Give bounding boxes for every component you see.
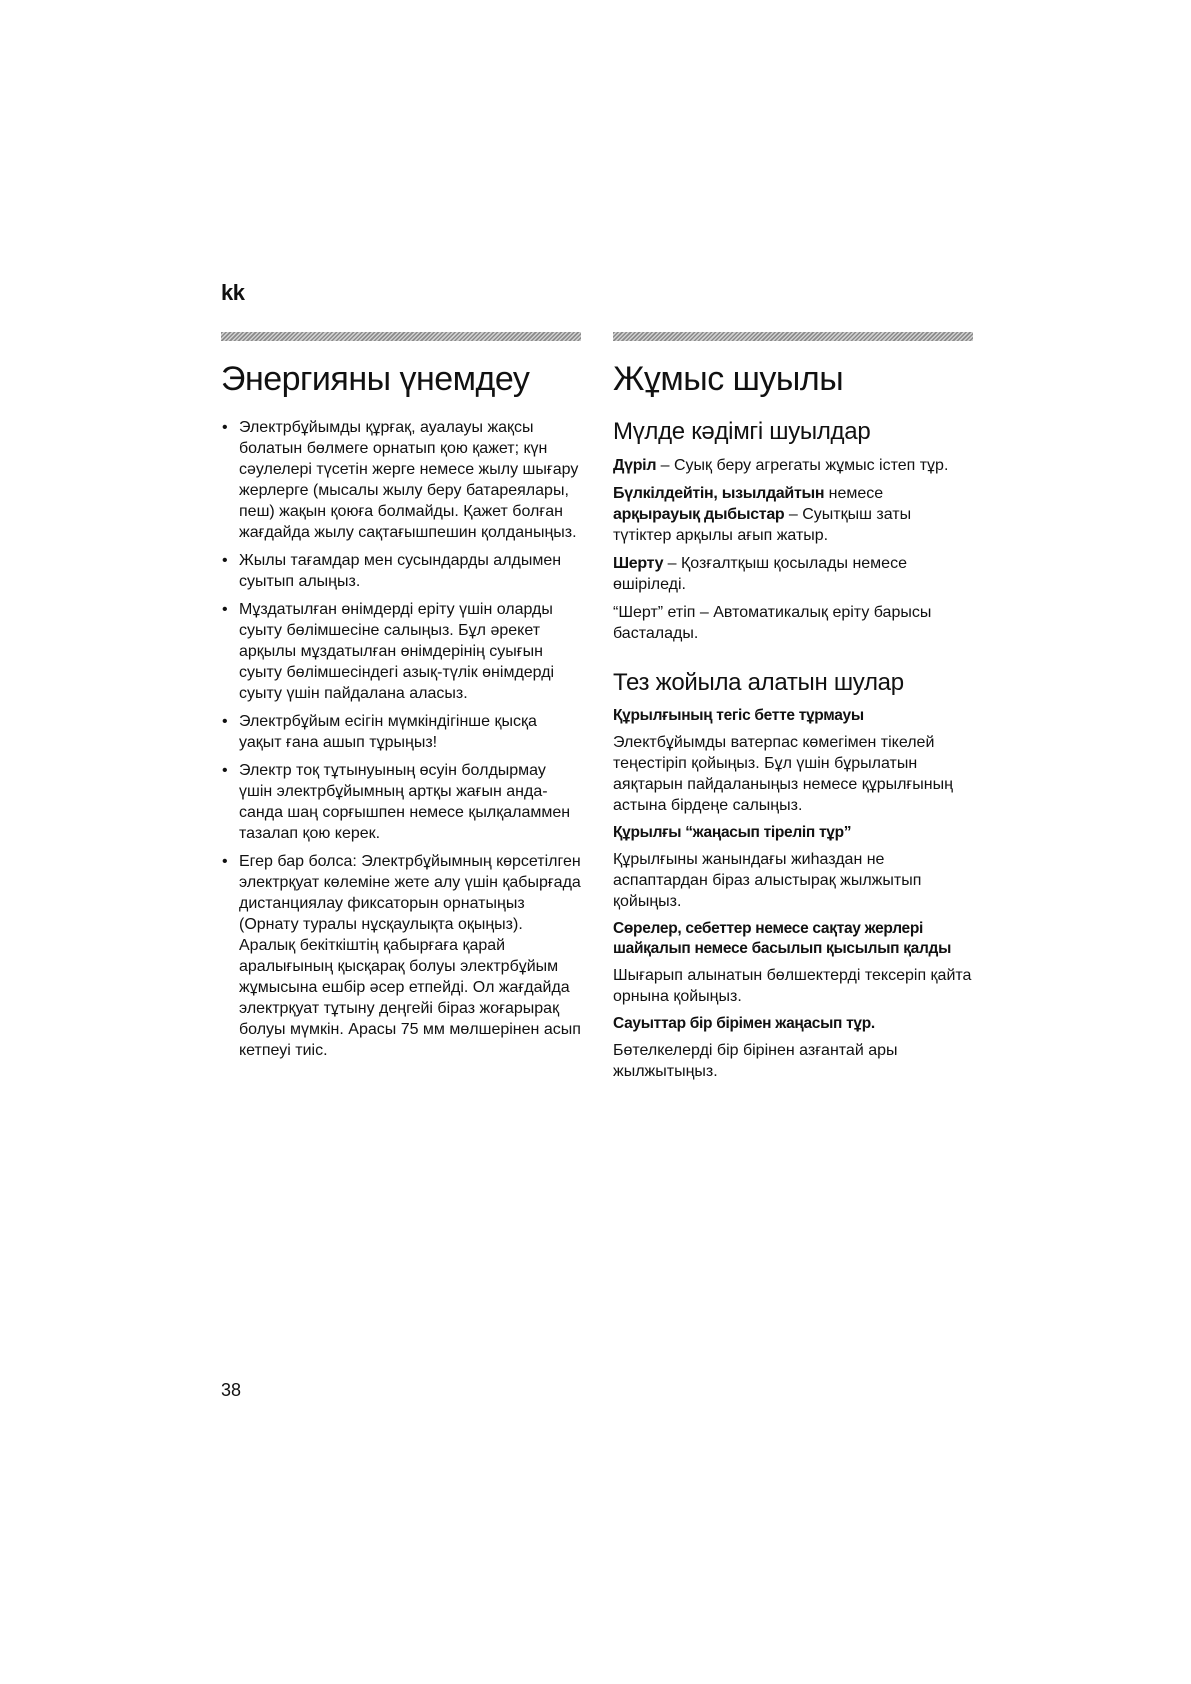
noise-term: арқырауық дыбыстар [613,506,785,523]
noise-paragraph: “Шерт” етіп – Автоматикалық еріту барысы басталады. [613,604,932,642]
issue-subheading: Сөрелер, себеттер немесе сақтау жерлері шайқалып немесе басылып қысылып қалды [613,920,952,957]
noise-paragraph [613,553,973,595]
issue-subheading: Құрылғының тегіс бетте тұрмауы [613,707,864,724]
list-item: • Жылы тағамдар мен сусындарды алдымен суытып алыңыз. [221,550,581,592]
operating-noise-title: Жұмыс шуылы [613,360,844,398]
section-rule [221,332,581,341]
page-number: 38 [221,1380,242,1400]
issue-remedy: Бөтелкелерді бір бірінен азғантай ары жылжытыңыз. [613,1042,898,1080]
issue-subheading: Сауыттар бір бірімен жаңасып тұр. [613,1015,875,1032]
energy-tips-list [221,417,581,1061]
noise-term: Шерту [613,555,664,572]
issue-subheading: Құрылғы “жаңасып тіреліп тұр” [613,824,852,841]
noise-paragraph [613,455,973,476]
list-item: • Мұздатылған өнімдерді еріту үшін оларды суыту бөлімшесіне салыңыз. Бұл әрекет арқылы мұздатылған өнімдерінің суығын суыту бөлімшесіндегі азық-түлік өнімдерді суыту үшін пайдалана аласыз. [221,599,581,704]
noise-connector: немесе [824,485,884,502]
left-column [221,332,581,1068]
list-item: • Электр тоқ тұтынуының өсуін болдырмау үшін электрбұйымның артқы жағын анда-санда шаң сорғышпен немесе қылқаламмен тазалап қою керек. [221,760,581,844]
noise-term: Бүлкілдейтін, ызылдайтын [613,485,825,502]
noise-term: Дүріл [613,457,657,474]
issue-remedy: Электбұйымды ватерпас көмегімен тікелей теңестіріп қойыңыз. Бұл үшін бұрылатын аяқтарын пайдаланыңыз немесе құрылғының астына бірдеңе салыңыз. [613,734,953,814]
normal-noises-heading: Мүлде кәдімгі шуылдар [613,418,871,445]
list-item: • Электрбұйым есігін мүмкіндігінше қысқа уақыт ғана ашып тұрыңыз! [221,711,581,753]
avoidable-noises-heading: Тез жойыла алатын шулар [613,669,904,696]
noise-description: – Суытқыш заты түтіктер арқылы ағып жатыр. [613,506,912,544]
noise-description: – Қозғалтқыш қосылады немесе өшіріледі. [613,555,907,593]
list-item: • Егер бар болса: Электрбұйымның көрсетілген электрқуат көлеміне жете алу үшін қабырғада дистанциялау фиксаторын орнатыңыз (Орнату туралы нұсқаулықта оқыңыз). Аралық бекіткіштің қабырғаға қарай аралығының қысқарақ болуы электрбұйым жұмысына ешбір әсер етпейді. Ол жағдайда электрқуат тұтыну деңгейі біраз жоғарырақ болуы мүмкін. Арасы 75 мм мөлшерінен асып кетпеуі тиіс. [221,851,581,1061]
list-item: • Электрбұйымды құрғақ, ауалауы жақсы болатын бөлмеге орнатып қою қажет; күн сәулелері түсетін жерге немесе жылу шығару жерлерге (мысалы жылу беру батареялары, пеш) жақын қоюға болмайды. Қажет болған жағдайда жылу сақтағышпешин қолданыңыз. [221,417,581,543]
right-column [613,332,973,1089]
language-code: kk [221,280,245,305]
issue-remedy: Құрылғыны жанындағы жиһаздан не аспаптардан біраз алыстырақ жылжытып қойыңыз. [613,851,922,910]
issue-remedy: Шығарып алынатын бөлшектерді тексеріп қайта орнына қойыңыз. [613,967,972,1005]
energy-saving-title: Энергияны үнемдеу [221,360,530,398]
noise-paragraph [613,483,973,546]
noise-description: – Суық беру агрегаты жұмыс істеп тұр. [656,457,949,474]
section-rule [613,332,973,341]
